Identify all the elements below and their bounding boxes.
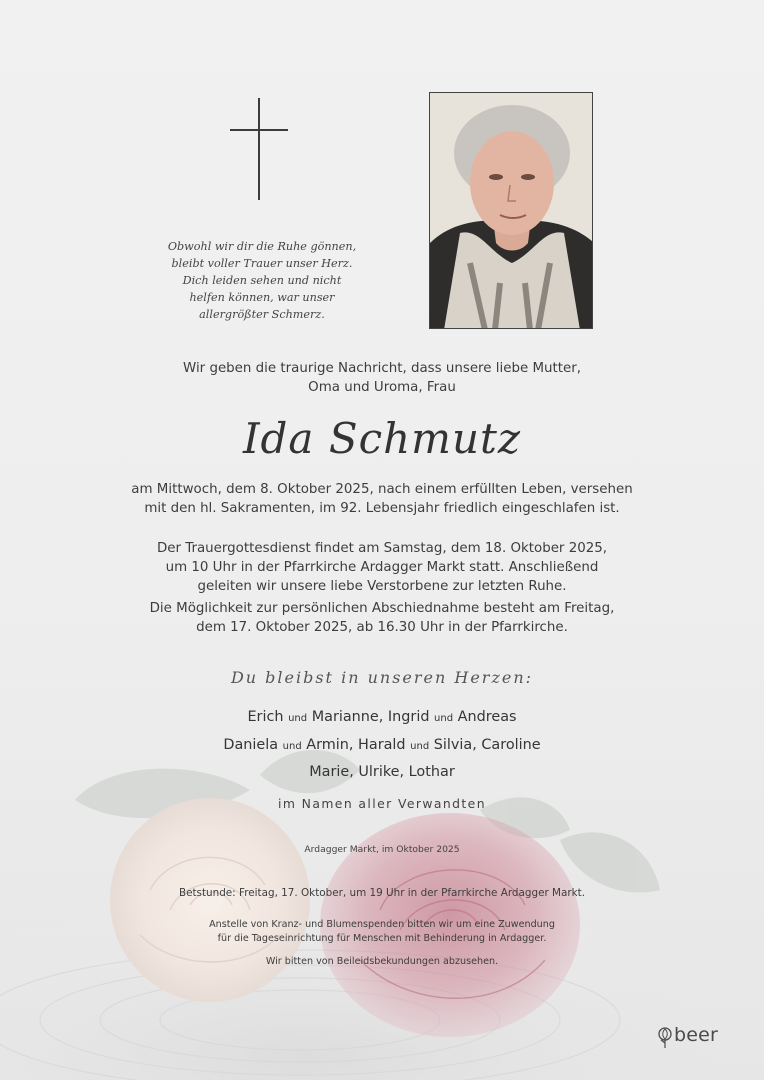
farewell-line: Die Möglichkeit zur persönlichen Abschiednahme besteht am Freitag,: [149, 601, 615, 616]
cross-icon: [230, 98, 288, 200]
place-date: Ardagger Markt, im Oktober 2025: [304, 844, 460, 855]
funeral-line: geleiten wir unsere liebe Verstorbene zur letzten Ruhe.: [197, 579, 567, 594]
flower-icon: [656, 1027, 674, 1049]
poem-line: Obwohl wir dir die Ruhe gönnen,: [167, 240, 357, 253]
portrait-illustration: [430, 93, 593, 329]
beer-logo: [656, 1024, 736, 1051]
funeral-service-text: [0, 539, 764, 596]
family-list: [0, 706, 764, 789]
farewell-line: dem 17. Oktober 2025, ab 16.30 Uhr in der Pfarrkirche.: [196, 620, 568, 635]
family-und: und: [282, 740, 302, 752]
intro-line: Oma und Uroma, Frau: [308, 380, 456, 395]
donation-note: [0, 918, 764, 946]
funeral-line: Der Trauergottesdienst findet am Samstag, dem 18. Oktober 2025,: [156, 541, 608, 556]
family-row: [0, 734, 764, 762]
death-notice-line: mit den hl. Sakramenten, im 92. Lebensjahr friedlich eingeschlafen ist.: [144, 501, 620, 516]
poem-line: allergrößter Schmerz.: [199, 308, 325, 321]
deceased-name: Ida Schmutz: [242, 414, 522, 463]
logo-text: beer: [674, 1024, 719, 1046]
family-row: [0, 706, 764, 734]
poem-line: bleibt voller Trauer unser Herz.: [171, 257, 353, 270]
farewell-text: [0, 599, 764, 637]
death-notice: [0, 480, 764, 518]
family-name: Armin, Harald: [306, 736, 406, 753]
family-name: Andreas: [457, 709, 517, 725]
portrait-photo: [429, 92, 593, 329]
family-und: und: [434, 713, 454, 724]
family-row: Marie, Ulrike, Lothar: [309, 764, 455, 780]
family-und: und: [288, 713, 308, 724]
family-name: Silvia, Caroline: [433, 736, 541, 753]
poem-line: helfen können, war unser: [189, 291, 335, 304]
relatives-line: im Namen aller Verwandten: [278, 796, 486, 811]
family-name: Marianne, Ingrid: [311, 709, 430, 725]
family-name: Erich: [247, 709, 284, 725]
motto: Du bleibst in unseren Herzen:: [230, 668, 534, 687]
funeral-line: um 10 Uhr in der Pfarrkirche Ardagger Markt statt. Anschließend: [165, 560, 599, 575]
family-und: und: [410, 740, 430, 752]
donation-line: für die Tageseinrichtung für Menschen mit Behinderung in Ardagger.: [217, 933, 547, 944]
death-notice-line: am Mittwoch, dem 8. Oktober 2025, nach einem erfüllten Leben, versehen: [131, 482, 633, 497]
family-name: Daniela: [223, 736, 279, 753]
intro-text: [0, 359, 764, 397]
prayer-hour: Betstunde: Freitag, 17. Oktober, um 19 Uhr in der Pfarrkirche Ardagger Markt.: [178, 887, 586, 899]
donation-line: Anstelle von Kranz- und Blumenspenden bitten wir um eine Zuwendung: [209, 919, 555, 930]
poem-line: Dich leiden sehen und nicht: [182, 274, 342, 287]
no-condolence-note: Wir bitten von Beileidsbekundungen abzusehen.: [265, 956, 499, 967]
poem: [148, 238, 376, 323]
intro-line: Wir geben die traurige Nachricht, dass unsere liebe Mutter,: [183, 361, 581, 376]
